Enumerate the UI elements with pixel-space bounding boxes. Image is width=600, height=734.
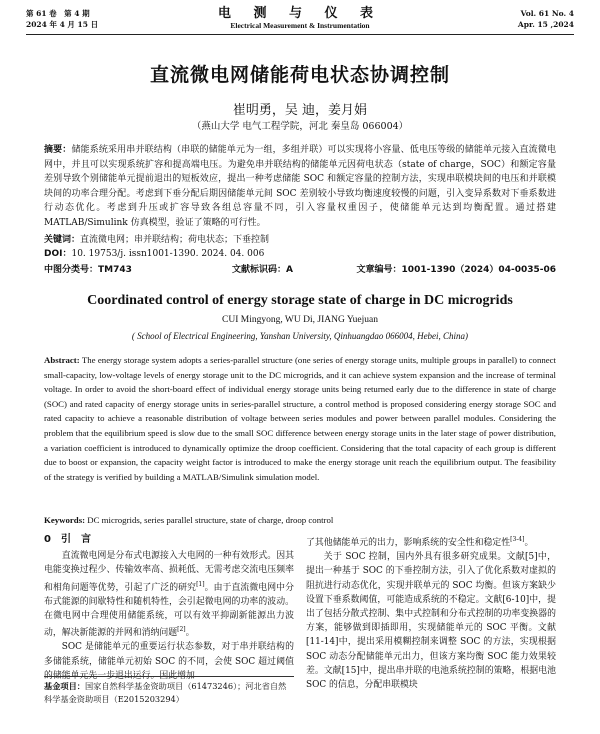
citation: [3-4]: [510, 536, 525, 543]
header-divider: [26, 34, 574, 35]
paragraph: SOC 是储能单元的重要运行状态参数，对于串并联结构的多储能系统，储能单元初始 SOC 的不同，会使 SOC 超过阈值的储能单元先一步退出运行。因此增加: [44, 642, 294, 681]
clc-number: 中图分类号：TM743: [44, 265, 132, 275]
classification-line: [44, 262, 556, 276]
journal-name-cn: 电 测 与 仪 表: [217, 6, 383, 21]
header-right: [518, 8, 574, 30]
date-en: Apr. 15 ,2024: [517, 20, 574, 29]
abstract-cn-text: 储能系统采用串并联结构（串联的储能单元为一组，多组并联）可以实现将小容量、低电压等级的储能单元接入直流微电网中，并且可以实现系统扩容和提高端电压。为避免串并联结构的储能单元因荷电状态（state of charge，SOC）和额定容量差别导致个别储能单元提前退出的短板效应，提出一种考虑储能 SOC 和额定容量的控制方法，实现串联模块间的电压和并联模块间的功率合理分配。考虑到下垂分配后期因储能单元间 SOC 差别较小导致均衡速度较慢的问题，引入变异系数对下垂系数进行动态优化。考虑到升压或扩容导致各组总容量不同，引入容量权重因子，使储能单元达到均衡配置。通过搭建 MATLAB/Simulink 仿真模型，验证了策略的可行性。: [44, 145, 556, 228]
paper-title-en: Coordinated control of energy storage state of charge in DC microgrids: [87, 293, 513, 308]
footnote-label: 基金项目：: [44, 681, 85, 691]
volume-en: Vol. 61 No. 4: [520, 9, 574, 18]
body-column-right: [306, 533, 556, 692]
funding-footnote: [44, 680, 294, 706]
doi: [44, 247, 556, 262]
journal-name-en: Electrical Measurement & Instrumentation: [230, 21, 370, 30]
paragraph: 了其他储能单元的出力，影响系统的安全性和稳定性[3-4]。: [306, 536, 534, 548]
header-center: [26, 6, 574, 31]
footnote-text: 国家自然科学基金资助项目（61473246）；河北省自然科学基金资助项目（E2015203294）: [44, 681, 287, 704]
abstract-cn-label: 摘要：: [44, 145, 72, 155]
paper-title-cn: 直流微电网储能荷电状态协调控制: [149, 64, 450, 86]
paragraph: 关于 SOC 控制，国内外具有很多研究成果。文献[5]中，提出一种基于 SOC 的下垂控制方法，引入了优化系数对虚拟的阻抗进行动态优化，实现并联单元的 SOC 均衡。但该方案缺少设置下垂系数阈值，可能造成系统的不稳定。文献[6-10]中，提出了包括分散式控制、集中式控制和分布式控制的功率变换器的方案，能够做到即插即用，实现储能单元的 SOC 平衡。文献[11-14]中，提出采用模糊控制来调整 SOC 的方法，实现根据 SOC 动态分配储能单元出力，但该方案均衡 SOC 能力效果较差。文献[15]中，提出串并联的电池系统控制的策略，根据电池 SOC 的信息，分配串联模块: [306, 552, 556, 690]
keywords-cn: [44, 233, 556, 248]
abstract-cn: [44, 143, 556, 230]
running-header: [26, 6, 574, 36]
affiliation-en: ( School of Electrical Engineering, Yanshan University, Qinhuangdao 066004, Hebei, China): [131, 331, 469, 341]
paragraph: 直流微电网是分布式电源接入大电网的一种有效形式。因其电能变换过程少、传输效率高、损耗低、无需考虑交流电压频率和相角问题等优势，引起了广泛的研究[1]。由于直流微电网中分布式能源的间歇特性和随机特性，会引起微电网的功率的波动。在微电网中合理使用储能系统，可以有效平抑副新能源出力波动，解决新能源的并网和消纳问题[2]。: [44, 551, 295, 639]
authors-en: CUI Mingyong, WU Di, JIANG Yuejuan: [222, 315, 378, 325]
citation: [2]: [177, 626, 186, 634]
keywords-cn-label: 关键词：: [44, 235, 81, 245]
keywords-cn-text: 直流微电网；串并联结构；荷电状态；下垂控制: [80, 235, 270, 245]
citation: [1]: [196, 580, 205, 588]
body-column-left: [44, 533, 294, 683]
article-number: 文章编号：1001-1390（2024）04-0035-06: [356, 265, 556, 275]
volume-cn: 第 61 卷 第 4 期: [26, 9, 90, 18]
keywords-en-label: Keywords:: [44, 515, 86, 525]
footnote-divider: [44, 676, 294, 677]
section-heading-intro: 0 引 言: [44, 534, 91, 545]
affiliation-cn: （燕山大学 电气工程学院，河北 秦皇岛 066004）: [191, 121, 409, 132]
keywords-en-text: DC microgrids, series parallel structure, state of charge, droop control: [85, 515, 334, 525]
abstract-en-text: The energy storage system adopts a series-parallel structure (one series of energy storage units, multiple groups in parallel) to connect small-capacity, low-voltage levels of energy storage unit to the DC microgrids, and it can achieve system expansion and the increase of terminal voltage. In order to avoid the short-board effect of individual energy storage units being returned early due to the difference in state of charge (SOC) and rated capacity of energy storage units in series-parallel structure, a control method is proposed considering energy storage SOC and rated capacity to achieve a reasonable distribution of voltage between series modules and power between parallel modules. Considering the problem that the equilibrium speed is slow due to the small SOC difference between energy storage units in the later stage of power distribution, a variation coefficient is introduced to dynamically optimize the droop coefficient. Considering that the total capacity of each group is different due to boost or expansion, the capacity weight factor is introduced to make the energy storage unit reach the equilibrium output. The feasibility of the strategy is verified by building a MATLAB/Simulink simulation model.: [44, 355, 556, 482]
doi-text: 10. 19753/j. issn1001-1390. 2024. 04. 006: [71, 249, 265, 259]
authors-cn: 崔明勇，吴 迪，姜月娟: [232, 103, 368, 118]
date-cn: 2024 年 4 月 15 日: [26, 20, 99, 29]
abstract-en: [44, 353, 556, 484]
document-code: 文献标识码：A: [232, 265, 293, 275]
doi-label: DOI：: [44, 249, 72, 259]
keywords-en: [44, 515, 556, 525]
abstract-en-label: Abstract:: [44, 355, 80, 365]
